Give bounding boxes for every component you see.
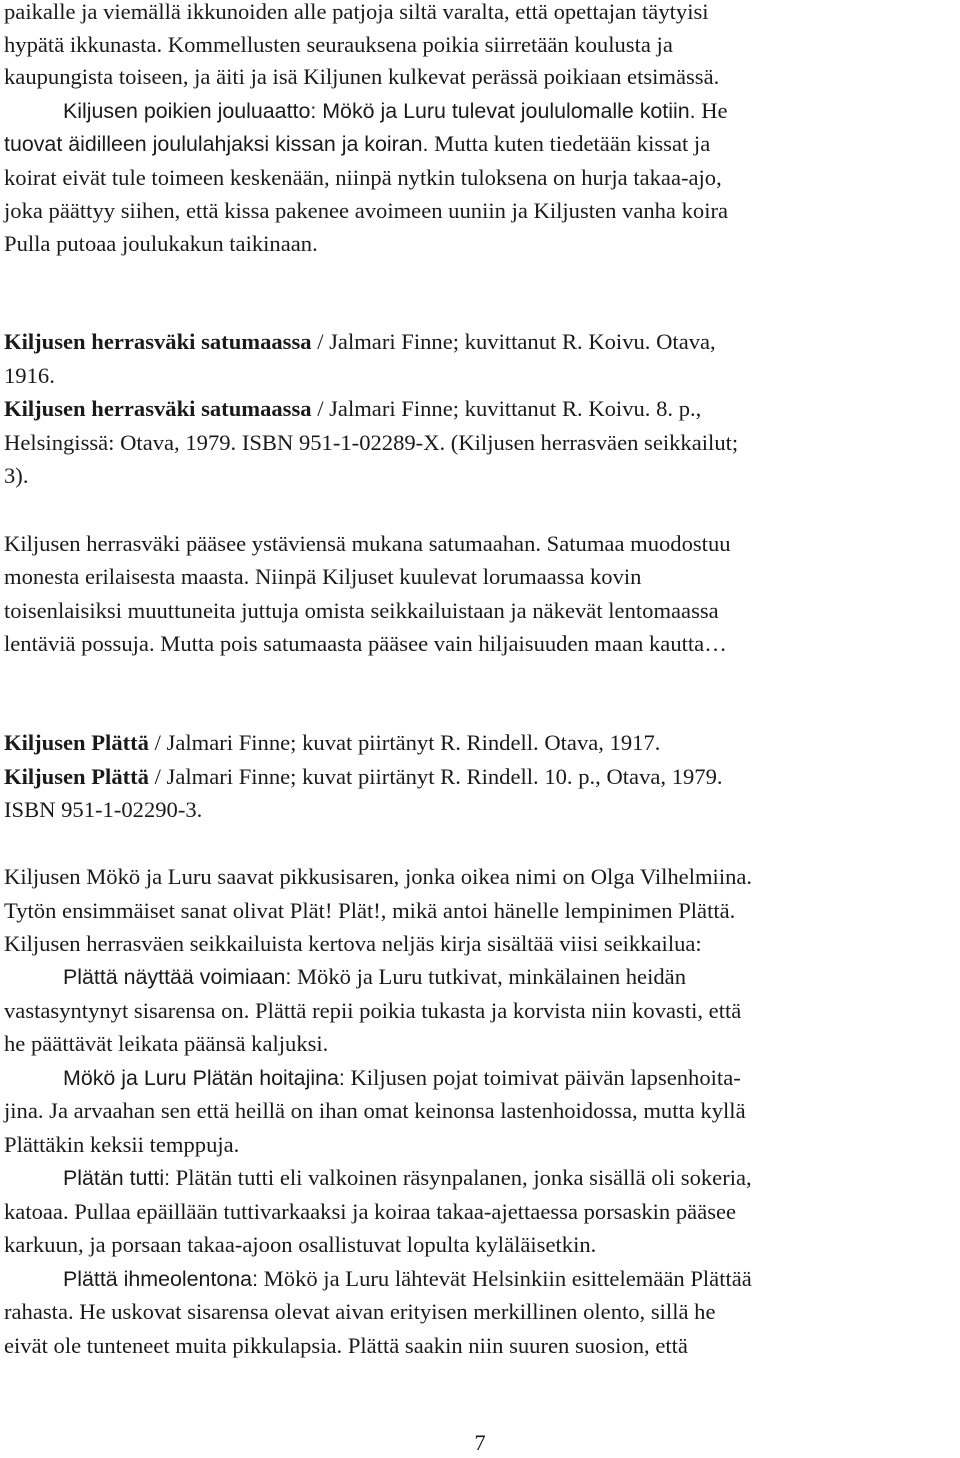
text-line <box>63 1163 752 1193</box>
text-line: rahasta. He uskovat sisarensa olevat aivan erityisen merkillinen olento, sillä he <box>4 1299 716 1324</box>
story-title: Plättä ihmeolentona: <box>63 1267 259 1291</box>
reference-details: / Jalmari Finne; kuvat piirtänyt R. Rindell. Otava, 1917. <box>148 730 661 755</box>
text-line: Tytön ensimmäiset sanat olivat Plät! Plät!, mikä antoi hänelle lempinimen Plättä. <box>4 898 736 923</box>
text-line: toisenlaisiksi muuttuneita juttuja omista seikkailuistaan ja näkevät lentomaassa <box>4 598 719 623</box>
text-line <box>63 962 686 992</box>
text-line: Pulla putoaa joulukakun taikinaan. <box>4 231 318 256</box>
text-span: Mutta kuten tiedetään kissat ja <box>428 131 711 156</box>
text-line: paikalle ja viemällä ikkunoiden alle patjoja siltä varalta, että opettajan täytyisi <box>4 0 709 24</box>
text-line: Kiljusen herrasväki pääsee ystäviensä mukana satumaahan. Satumaa muodostuu <box>4 531 731 556</box>
text-span: Mökö ja Luru lähtevät Helsinkiin esittelemään Plättää <box>258 1266 752 1291</box>
text-line: 3). <box>4 463 29 488</box>
book-title: Kiljusen herrasväki satumaassa <box>4 396 312 421</box>
text-line: 1916. <box>4 363 55 388</box>
text-line <box>63 1063 741 1093</box>
text-span: Mökö ja Luru tutkivat, minkälainen heidän <box>291 964 686 989</box>
story-text: tuovat äidilleen joululahjaksi kissan ja koiran. <box>4 132 429 156</box>
book-reference <box>4 327 716 357</box>
page-number: 7 <box>474 1430 486 1455</box>
text-line: joka päättyy siihen, että kissa pakenee avoimeen uuniin ja Kiljusten vanha koira <box>4 198 729 223</box>
text-line: karkuun, ja porsaan takaa-ajoon osallistuvat lopulta kyläläisetkin. <box>4 1232 597 1257</box>
text-line: Kiljusen Mökö ja Luru saavat pikkusisaren, jonka oikea nimi on Olga Vilhelmiina. <box>4 864 753 889</box>
text-line: Plättäkin keksii temppuja. <box>4 1132 240 1157</box>
story-title: Mökö ja Luru Plätän hoitajina: <box>63 1066 345 1090</box>
text-span: Plätän tutti eli valkoinen räsynpalanen, jonka sisällä oli sokeria, <box>170 1165 752 1190</box>
text-line: Helsingissä: Otava, 1979. ISBN 951-1-02289-X. (Kiljusen herrasväen seikkailut; <box>4 430 739 455</box>
book-reference <box>4 394 701 424</box>
reference-details: / Jalmari Finne; kuvittanut R. Koivu. 8. p., <box>311 396 702 421</box>
text-line: Kiljusen herrasväen seikkailuista kertova neljäs kirja sisältää viisi seikkailua: <box>4 931 702 956</box>
story-title: Plätän tutti: <box>63 1166 171 1190</box>
book-reference <box>4 728 660 758</box>
text-line: ISBN 951-1-02290-3. <box>4 797 203 822</box>
text-line <box>4 129 710 159</box>
text-line: lentäviä possuja. Mutta pois satumaasta pääsee vain hiljaisuuden maan kautta… <box>4 631 727 656</box>
text-line: he päättävät leikata päänsä kaljuksi. <box>4 1031 329 1056</box>
story-title: Plättä näyttää voimiaan: <box>63 965 292 989</box>
reference-details: / Jalmari Finne; kuvat piirtänyt R. Rindell. 10. p., Otava, 1979. <box>148 764 723 789</box>
text-line: monesta erilaisesta maasta. Niinpä Kiljuset kuulevat lorumaassa kovin <box>4 564 642 589</box>
text-line: jina. Ja arvaahan sen että heillä on ihan omat keinonsa lastenhoidossa, mutta kyllä <box>4 1098 746 1123</box>
text-line: kaupungista toiseen, ja äiti ja isä Kiljunen kulkevat perässä poikiaan etsimässä. <box>4 64 720 89</box>
text-span: Kiljusen pojat toimivat päivän lapsenhoita- <box>344 1065 741 1090</box>
text-span: He <box>695 98 728 123</box>
reference-details: / Jalmari Finne; kuvittanut R. Koivu. Otava, <box>311 329 716 354</box>
book-title: Kiljusen Plättä <box>4 730 149 755</box>
book-reference <box>4 762 723 792</box>
text-line: hypätä ikkunasta. Kommellusten seurauksena poikia siirretään koulusta ja <box>4 32 673 57</box>
text-line: vastasyntynyt sisarensa on. Plättä repii poikia tukasta ja korvista niin kovasti, että <box>4 998 742 1023</box>
text-line: katoaa. Pullaa epäillään tuttivarkaaksi ja koiraa takaa-ajettaessa porsaskin pääsee <box>4 1199 737 1224</box>
story-title: Kiljusen poikien jouluaatto: Mökö ja Luru tulevat joululomalle kotiin. <box>63 99 696 123</box>
book-title: Kiljusen Plättä <box>4 764 149 789</box>
text-line: eivät ole tunteneet muita pikkulapsia. Plättä saakin niin suuren suosion, että <box>4 1333 688 1358</box>
text-line: koirat eivät tule toimeen keskenään, niinpä nytkin tuloksena on hurja takaa-ajo, <box>4 165 722 190</box>
book-title: Kiljusen herrasväki satumaassa <box>4 329 312 354</box>
text-line <box>63 1264 752 1294</box>
text-line <box>63 96 728 126</box>
